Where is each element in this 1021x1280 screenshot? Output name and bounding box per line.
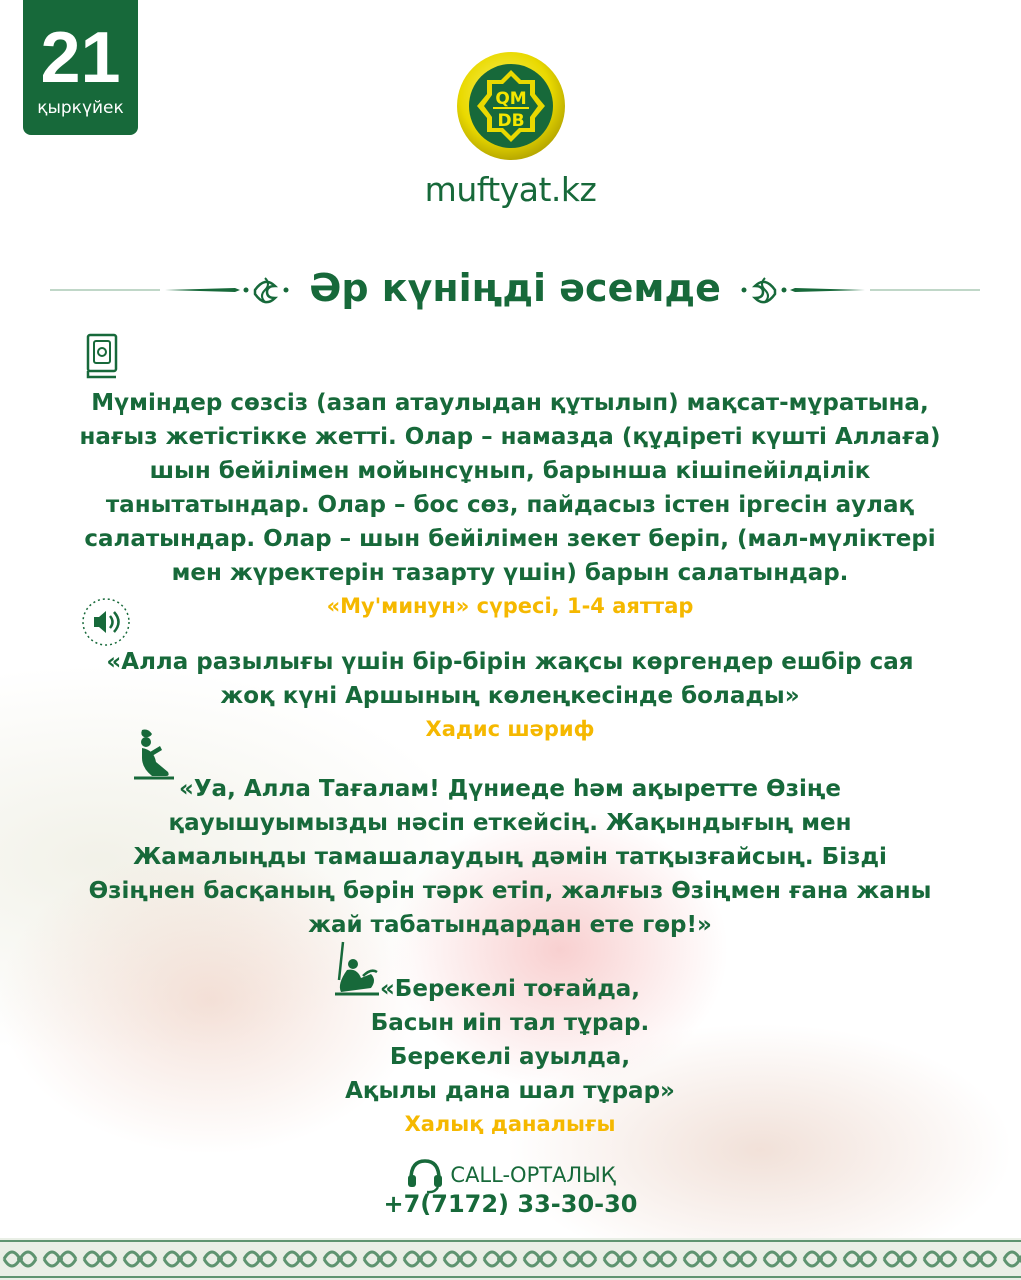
ornamental-border <box>0 1238 1021 1280</box>
hadith-source: Хадис шәриф <box>425 717 595 741</box>
audio-speaker-icon[interactable] <box>80 596 132 648</box>
hadith-line: жоқ күні Аршының көлеңкесінде болады» <box>220 683 800 709</box>
dua-line: жай табатындардан ете гөр!» <box>308 912 712 938</box>
quran-line: нағыз жетістікке жетті. Олар – намазда (құдіреті күшті Аллаға) <box>79 424 941 450</box>
proverb-line: Ақылы дана шал тұрар» <box>345 1078 675 1104</box>
logo-text-bottom: DB <box>497 111 525 131</box>
dua-line: Өзіңнен басқаның бәрін тәрк етіп, жалғыз Өзіңмен ғана жаны <box>88 878 932 904</box>
qmdb-logo[interactable] <box>455 50 567 162</box>
site-name[interactable]: muftyat.kz <box>424 170 597 209</box>
proverb-block <box>60 972 960 1140</box>
proverb-line: Берекелі ауылда, <box>389 1044 631 1070</box>
hadith-block <box>60 645 960 745</box>
quran-book-icon <box>85 333 121 379</box>
right-ornament-icon <box>730 260 980 320</box>
call-center-label: CALL-ОРТАЛЫҚ <box>450 1163 616 1187</box>
quran-source: «Му'минун» сүресі, 1-4 аяттар <box>326 594 694 618</box>
quran-line: Мүміндер сөзсіз (азап атаулыдан құтылып) мақсат-мұратына, <box>91 390 929 416</box>
hadith-line: «Алла разылығы үшін бір-бірін жақсы көргендер ешбір сая <box>106 649 914 675</box>
date-badge <box>23 0 138 135</box>
dua-line: қауышуымызды нәсіп еткейсің. Жақындығың мен <box>168 810 852 836</box>
proverb-line: Басын иіп тал тұрар. <box>370 1010 650 1036</box>
quran-line: салатындар. Олар – шын бейілімен зекет беріп, (мал-мүліктері <box>84 526 936 552</box>
quran-line: мен жүректерін тазарту үшін) барын салатындар. <box>171 560 849 586</box>
dua-line: Жамалыңды тамашалаудың дәмін татқызғайсың. Бізді <box>133 844 887 870</box>
date-month: қыркүйек <box>37 98 124 118</box>
quran-line: шын бейілімен мойынсұнып, барынша кішіпейілділік <box>149 458 871 484</box>
call-center[interactable] <box>0 1155 1021 1195</box>
call-center-phone[interactable]: +7(7172) 33-30-30 <box>383 1190 638 1218</box>
proverb-source: Халық даналығы <box>404 1112 616 1136</box>
dua-line: «Уа, Алла Тағалам! Дүниеде һәм ақыретте Өзіңе <box>178 776 842 802</box>
date-day: 21 <box>40 18 121 98</box>
proverb-line: «Берекелі тоғайда, <box>379 976 641 1002</box>
logo-text-top: QM <box>495 89 527 109</box>
quran-line: танытатындар. Олар – бос сөз, пайдасыз істен іргесін аулақ <box>105 492 915 518</box>
quran-verse-block <box>60 386 960 622</box>
dua-block <box>60 772 960 942</box>
headset-icon <box>405 1155 445 1195</box>
title-row <box>50 260 980 320</box>
page-title: Әр күніңді әсемде <box>309 266 721 310</box>
